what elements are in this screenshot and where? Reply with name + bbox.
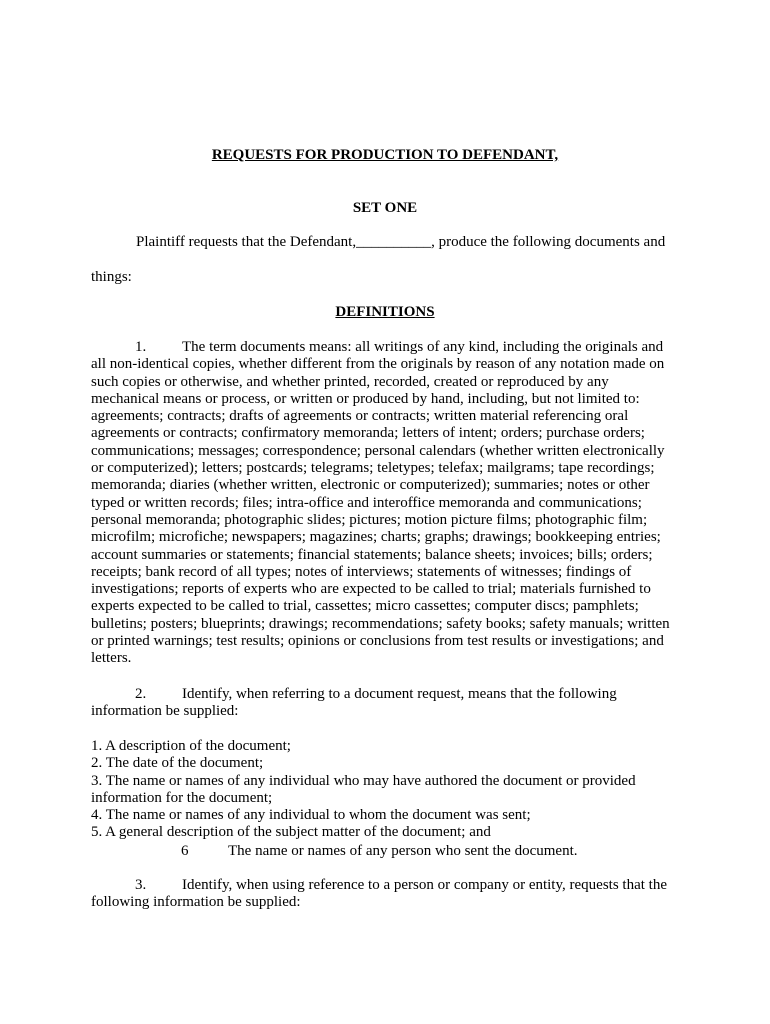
definition-1 <box>91 339 675 668</box>
document-title <box>0 147 770 164</box>
definitions-heading <box>0 304 770 321</box>
definition-3-number: 3. <box>135 877 147 893</box>
list-item: 3. The name or names of any individual who may have authored the document or provided <box>91 772 636 789</box>
intro-line-1: Plaintiff requests that the Defendant,__________, produce the following documents and <box>136 234 666 250</box>
list-item: 2. The date of the document; <box>91 755 264 772</box>
list-item-6 <box>181 843 577 860</box>
list-item-6-number: 6 <box>181 843 189 859</box>
list-item-6-text: The name or names of any person who sent the document. <box>228 843 578 859</box>
document-title-text: REQUESTS FOR PRODUCTION TO DEFENDANT, <box>211 147 559 163</box>
list-item: 5. A general description of the subject matter of the document; and <box>91 824 491 841</box>
list-item: information for the document; <box>91 789 273 806</box>
identify-list <box>91 738 675 842</box>
definition-2 <box>91 686 675 721</box>
definitions-heading-text: DEFINITIONS <box>335 304 435 320</box>
list-item: 4. The name or names of any individual to whom the document was sent; <box>91 807 531 824</box>
list-item: 1. A description of the document; <box>91 738 291 754</box>
intro-line-2: things: <box>91 269 132 285</box>
definition-2-number: 2. <box>135 686 147 702</box>
definition-3 <box>91 877 675 912</box>
definition-2-text: Identify, when referring to a document request, means that the following information be supplied: <box>91 686 617 720</box>
definition-3-text: Identify, when using reference to a person or company or entity, requests that the following information be supplied: <box>91 877 667 911</box>
definition-1-number: 1. <box>135 339 147 355</box>
definition-1-text: The term documents means: all writings of any kind, including the originals and all non-identical copies, whether different from the originals by reason of any notation made on such copies or otherwise, and whether printed, recorded, created or reproduced by any mechanical means or process, or written or produced by hand, including, but not limited to: agreements; contracts; drafts of agreements or contracts; written material referencing oral agreements or contracts; confirmatory memoranda; letters of intent; orders; purchase orders; communications; messages; correspondence; personal calendars (whether written electronically or computerized); letters; postcards; telegrams; teletypes; telefax; mailgrams; tape recordings; memoranda; diaries (whether written, electronic or computerized); summaries; notes or other typed or written records; files; intra-office and interoffice memoranda and communications; personal memoranda; photographic slides; pictures; motion picture films; photographic film; microfilm; microfiche; newspapers; magazines; charts; graphs; drawings; bookkeeping entries; account summaries or statements; financial statements; balance sheets; invoices; bills; orders; receipts; bank record of all types; notes of interviews; statements of witnesses; findings of investigations; reports of experts who are expected to be called to trial; materials furnished to experts expected to be called to trial, cassettes; micro cassettes; computer discs; pamphlets; bulletins; posters; blueprints; drawings; recommendations; safety books; safety manuals; written or printed warnings; test results; opinions or conclusions from test results or investigations; and letters. <box>91 339 670 667</box>
set-heading: SET ONE <box>352 200 418 216</box>
